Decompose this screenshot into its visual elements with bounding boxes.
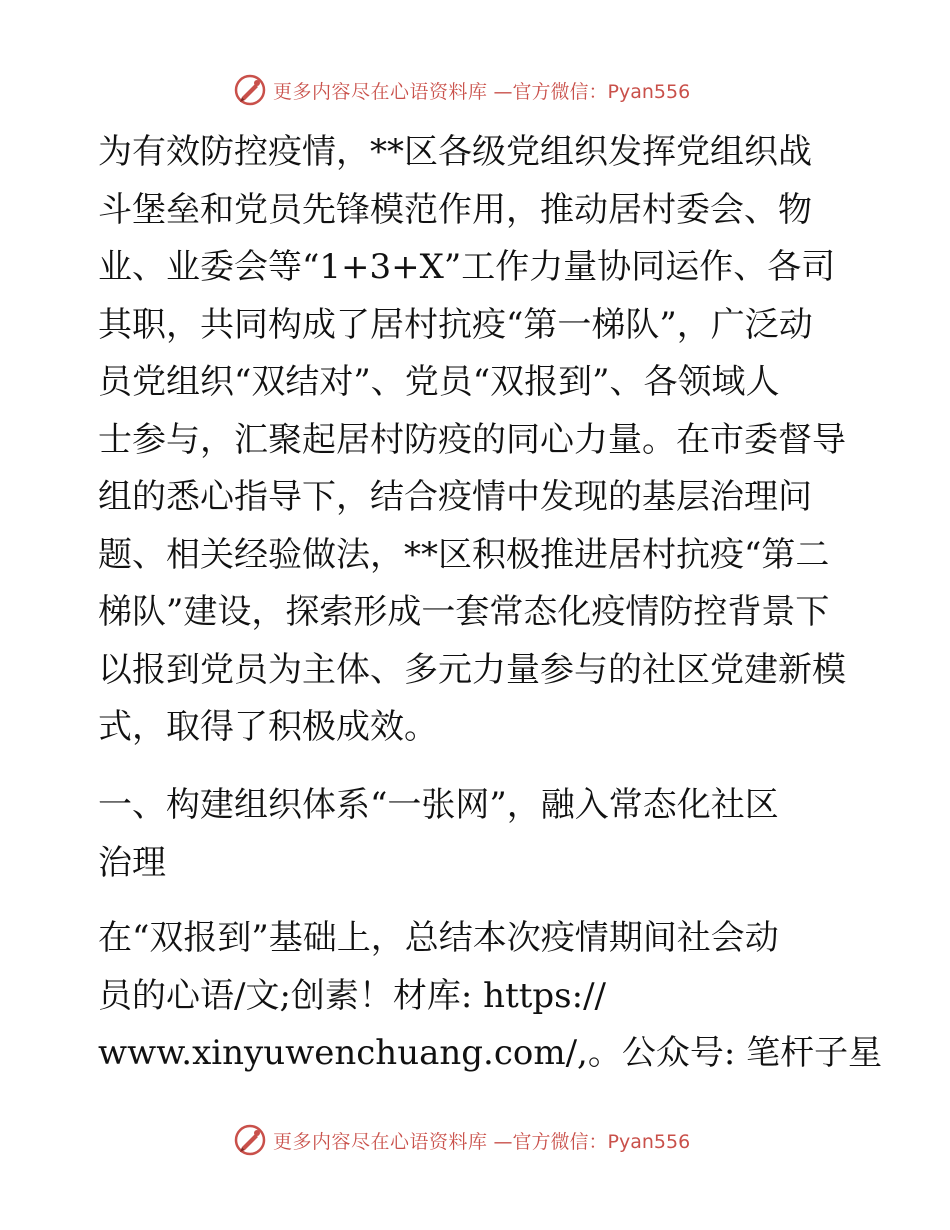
paragraph-intro xyxy=(98,124,868,757)
text-line: 斗堡垒和党员先锋模范作用，推动居村委会、物 xyxy=(98,189,812,230)
heading-line: 一、构建组织体系“一张网”，融入常态化社区 xyxy=(98,785,779,825)
header-watermark-banner xyxy=(233,70,713,110)
paragraph-section-1 xyxy=(98,910,883,1083)
section-heading-1 xyxy=(98,777,868,892)
text-line: 为有效防控疫情，**区各级党组织发挥党组织战 xyxy=(98,132,812,172)
text-line: 士参与，汇聚起居村防疫的同心力量。在市委督导 xyxy=(98,419,846,460)
text-line: 其职，共同构成了居村抗疫“第一梯队”，广泛动 xyxy=(98,304,813,345)
text-line: 式，取得了积极成效。 xyxy=(98,707,438,747)
text-line: 业、业委会等“1+3+X”工作力量协同运作、各司 xyxy=(98,247,836,287)
text-line: 题、相关经验做法，**区积极推进居村抗疫“第二 xyxy=(98,534,830,575)
text-line: 在“双报到”基础上，总结本次疫情期间社会动 xyxy=(98,918,779,958)
text-line: 员的心语/文;创素！材库: https:// xyxy=(98,975,606,1016)
footer-watermark-banner xyxy=(233,1120,713,1160)
pen-logo-icon xyxy=(233,73,267,107)
header-banner-title: 更多内容尽在心语资料库 xyxy=(273,80,488,103)
footer-banner-title: 更多内容尽在心语资料库 xyxy=(273,1130,488,1153)
pen-logo-icon xyxy=(233,1123,267,1157)
text-line: 组的悉心指导下，结合疫情中发现的基层治理问 xyxy=(98,477,812,517)
text-line: www.xinyuwenchuang.com/,。公众号: 笔杆子星 xyxy=(98,1033,883,1073)
header-banner-wechat: —官方微信：Pyan556 xyxy=(493,80,691,103)
text-line: 员党组织“双结对”、党员“双报到”、各领域人 xyxy=(98,362,780,402)
heading-line: 治理 xyxy=(98,842,166,883)
text-line: 以报到党员为主体、多元力量参与的社区党建新模 xyxy=(98,649,846,690)
text-line: 梯队”建设，探索形成一套常态化疫情防控背景下 xyxy=(98,592,830,632)
footer-banner-wechat: —官方微信：Pyan556 xyxy=(493,1130,691,1153)
